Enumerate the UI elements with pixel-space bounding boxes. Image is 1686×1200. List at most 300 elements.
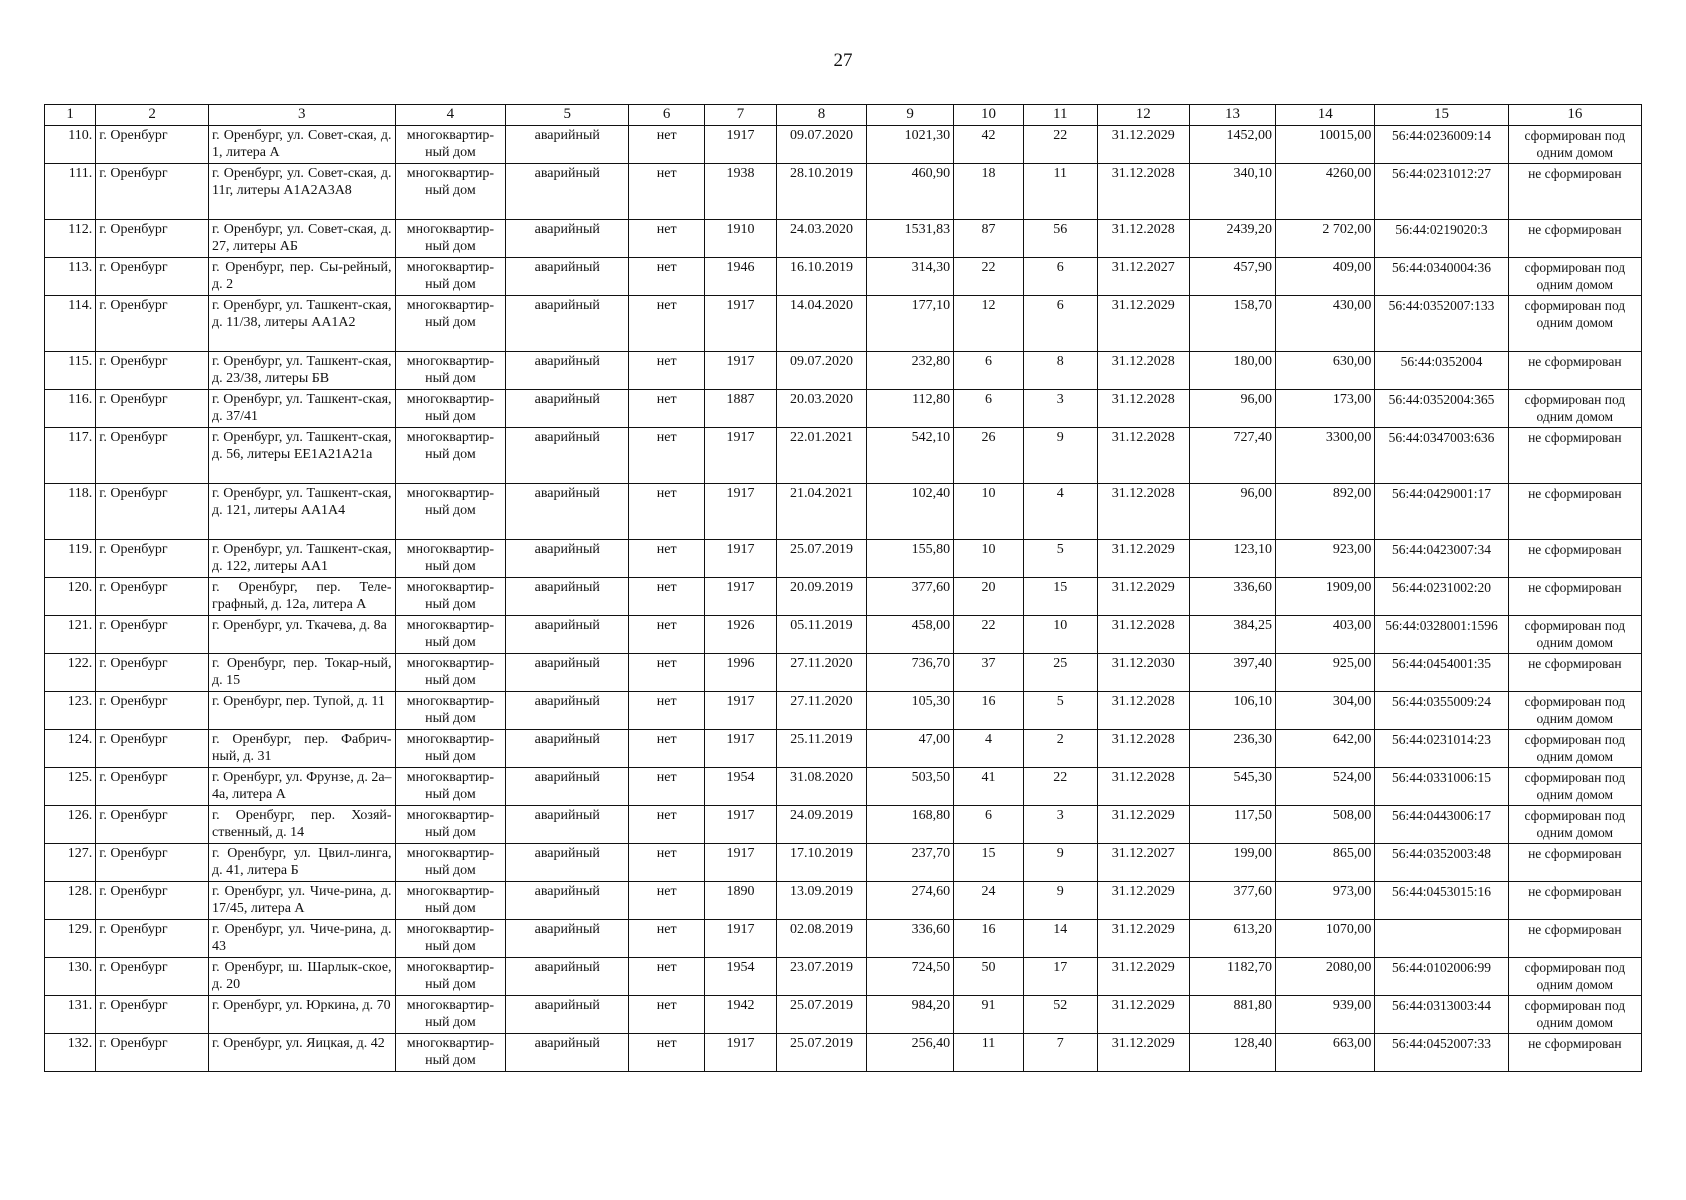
year-cell: 1917 — [705, 540, 777, 578]
plot-status-cell: сформирован под одним домом — [1508, 806, 1641, 844]
address-cell: г. Оренбург, пер. Сы-рейный, д. 2 — [209, 258, 396, 296]
land-area-cell: 180,00 — [1189, 352, 1275, 390]
residents-cell: 12 — [954, 296, 1024, 352]
plot-status-cell: не сформирован — [1508, 484, 1641, 540]
city-cell: г. Оренбург — [96, 126, 209, 164]
flag-cell: нет — [629, 882, 705, 920]
planned-date-cell: 31.12.2029 — [1097, 540, 1189, 578]
cadastral-number-cell: 56:44:0352004:365 — [1375, 390, 1508, 428]
year-cell: 1890 — [705, 882, 777, 920]
planned-date-cell: 31.12.2028 — [1097, 730, 1189, 768]
year-cell: 1917 — [705, 920, 777, 958]
recognition-date-cell: 20.09.2019 — [776, 578, 866, 616]
area-cell: 177,10 — [867, 296, 954, 352]
column-number-header: 8 — [776, 105, 866, 126]
land-area-cell: 96,00 — [1189, 484, 1275, 540]
recognition-date-cell: 24.09.2019 — [776, 806, 866, 844]
land-area-cell: 199,00 — [1189, 844, 1275, 882]
plot-status-cell: сформирован под одним домом — [1508, 390, 1641, 428]
row-number-cell: 130. — [45, 958, 96, 996]
land-area-cell: 336,60 — [1189, 578, 1275, 616]
city-cell: г. Оренбург — [96, 882, 209, 920]
plot-status-cell: сформирован под одним домом — [1508, 730, 1641, 768]
year-cell: 1917 — [705, 484, 777, 540]
condition-cell: аварийный — [506, 1034, 629, 1072]
land-area-cell: 128,40 — [1189, 1034, 1275, 1072]
condition-cell: аварийный — [506, 540, 629, 578]
premises-count-cell: 17 — [1023, 958, 1097, 996]
condition-cell: аварийный — [506, 428, 629, 484]
flag-cell: нет — [629, 220, 705, 258]
column-number-header: 3 — [209, 105, 396, 126]
cadastral-number-cell: 56:44:0231012:27 — [1375, 164, 1508, 220]
table-row — [45, 616, 1642, 654]
area-cell: 232,80 — [867, 352, 954, 390]
premises-count-cell: 10 — [1023, 616, 1097, 654]
recognition-date-cell: 28.10.2019 — [776, 164, 866, 220]
recognition-date-cell: 27.11.2020 — [776, 654, 866, 692]
premises-count-cell: 5 — [1023, 692, 1097, 730]
premises-count-cell: 9 — [1023, 428, 1097, 484]
premises-count-cell: 25 — [1023, 654, 1097, 692]
city-cell: г. Оренбург — [96, 578, 209, 616]
plot-status-cell: сформирован под одним домом — [1508, 996, 1641, 1034]
table-row — [45, 730, 1642, 768]
building-type-cell: многоквартир-ный дом — [395, 1034, 506, 1072]
table-row — [45, 296, 1642, 352]
plot-area-cell: 892,00 — [1275, 484, 1374, 540]
plot-area-cell: 925,00 — [1275, 654, 1374, 692]
recognition-date-cell: 02.08.2019 — [776, 920, 866, 958]
planned-date-cell: 31.12.2029 — [1097, 126, 1189, 164]
column-number-header: 6 — [629, 105, 705, 126]
cadastral-number-cell: 56:44:0423007:34 — [1375, 540, 1508, 578]
plot-status-cell: сформирован под одним домом — [1508, 768, 1641, 806]
recognition-date-cell: 31.08.2020 — [776, 768, 866, 806]
plot-area-cell: 173,00 — [1275, 390, 1374, 428]
land-area-cell: 236,30 — [1189, 730, 1275, 768]
address-cell: г. Оренбург, ул. Совет-ская, д. 11г, литеры А1А2А3А8 — [209, 164, 396, 220]
flag-cell: нет — [629, 616, 705, 654]
condition-cell: аварийный — [506, 352, 629, 390]
condition-cell: аварийный — [506, 958, 629, 996]
planned-date-cell: 31.12.2029 — [1097, 882, 1189, 920]
year-cell: 1917 — [705, 578, 777, 616]
planned-date-cell: 31.12.2028 — [1097, 428, 1189, 484]
recognition-date-cell: 22.01.2021 — [776, 428, 866, 484]
cadastral-number-cell: 56:44:0352004 — [1375, 352, 1508, 390]
plot-status-cell: не сформирован — [1508, 882, 1641, 920]
column-number-header: 9 — [867, 105, 954, 126]
plot-area-cell: 403,00 — [1275, 616, 1374, 654]
land-area-cell: 545,30 — [1189, 768, 1275, 806]
area-cell: 460,90 — [867, 164, 954, 220]
year-cell: 1942 — [705, 996, 777, 1034]
table-row — [45, 768, 1642, 806]
area-cell: 503,50 — [867, 768, 954, 806]
city-cell: г. Оренбург — [96, 352, 209, 390]
flag-cell: нет — [629, 958, 705, 996]
planned-date-cell: 31.12.2029 — [1097, 806, 1189, 844]
condition-cell: аварийный — [506, 996, 629, 1034]
plot-area-cell: 939,00 — [1275, 996, 1374, 1034]
premises-count-cell: 3 — [1023, 806, 1097, 844]
recognition-date-cell: 09.07.2020 — [776, 352, 866, 390]
address-cell: г. Оренбург, ул. Цвил-линга, д. 41, литера Б — [209, 844, 396, 882]
premises-count-cell: 9 — [1023, 844, 1097, 882]
flag-cell: нет — [629, 806, 705, 844]
planned-date-cell: 31.12.2027 — [1097, 258, 1189, 296]
address-cell: г. Оренбург, пер. Токар-ный, д. 15 — [209, 654, 396, 692]
plot-status-cell: сформирован под одним домом — [1508, 616, 1641, 654]
plot-area-cell: 923,00 — [1275, 540, 1374, 578]
area-cell: 237,70 — [867, 844, 954, 882]
address-cell: г. Оренбург, ул. Ташкент-ская, д. 122, литеры АА1 — [209, 540, 396, 578]
planned-date-cell: 31.12.2027 — [1097, 844, 1189, 882]
premises-count-cell: 9 — [1023, 882, 1097, 920]
row-number-cell: 127. — [45, 844, 96, 882]
cadastral-number-cell: 56:44:0443006:17 — [1375, 806, 1508, 844]
plot-area-cell: 304,00 — [1275, 692, 1374, 730]
row-number-cell: 115. — [45, 352, 96, 390]
table-row — [45, 258, 1642, 296]
condition-cell: аварийный — [506, 844, 629, 882]
row-number-cell: 128. — [45, 882, 96, 920]
condition-cell: аварийный — [506, 920, 629, 958]
premises-count-cell: 14 — [1023, 920, 1097, 958]
city-cell: г. Оренбург — [96, 692, 209, 730]
planned-date-cell: 31.12.2028 — [1097, 390, 1189, 428]
condition-cell: аварийный — [506, 768, 629, 806]
residents-cell: 15 — [954, 844, 1024, 882]
premises-count-cell: 52 — [1023, 996, 1097, 1034]
row-number-cell: 124. — [45, 730, 96, 768]
table-body — [45, 126, 1642, 1072]
year-cell: 1917 — [705, 428, 777, 484]
page-number: 27 — [833, 50, 853, 71]
residents-cell: 22 — [954, 616, 1024, 654]
flag-cell: нет — [629, 1034, 705, 1072]
year-cell: 1926 — [705, 616, 777, 654]
column-number-header: 5 — [506, 105, 629, 126]
area-cell: 458,00 — [867, 616, 954, 654]
condition-cell: аварийный — [506, 730, 629, 768]
building-type-cell: многоквартир-ный дом — [395, 390, 506, 428]
building-type-cell: многоквартир-ный дом — [395, 768, 506, 806]
address-cell: г. Оренбург, ул. Совет-ская, д. 27, литеры АБ — [209, 220, 396, 258]
premises-count-cell: 22 — [1023, 768, 1097, 806]
address-cell: г. Оренбург, ул. Совет-ская, д. 1, литера А — [209, 126, 396, 164]
table-row — [45, 352, 1642, 390]
flag-cell: нет — [629, 692, 705, 730]
building-type-cell: многоквартир-ный дом — [395, 296, 506, 352]
row-number-cell: 113. — [45, 258, 96, 296]
residents-cell: 18 — [954, 164, 1024, 220]
table-row — [45, 540, 1642, 578]
address-cell: г. Оренбург, пер. Тупой, д. 11 — [209, 692, 396, 730]
cadastral-number-cell: 56:44:0352003:48 — [1375, 844, 1508, 882]
area-cell: 724,50 — [867, 958, 954, 996]
flag-cell: нет — [629, 428, 705, 484]
row-number-cell: 114. — [45, 296, 96, 352]
condition-cell: аварийный — [506, 578, 629, 616]
row-number-cell: 125. — [45, 768, 96, 806]
cadastral-number-cell: 56:44:0313003:44 — [1375, 996, 1508, 1034]
table-row — [45, 578, 1642, 616]
building-type-cell: многоквартир-ный дом — [395, 730, 506, 768]
row-number-cell: 123. — [45, 692, 96, 730]
recognition-date-cell: 17.10.2019 — [776, 844, 866, 882]
city-cell: г. Оренбург — [96, 390, 209, 428]
plot-status-cell: не сформирован — [1508, 220, 1641, 258]
plot-area-cell: 663,00 — [1275, 1034, 1374, 1072]
condition-cell: аварийный — [506, 126, 629, 164]
residents-cell: 6 — [954, 806, 1024, 844]
column-number-header: 11 — [1023, 105, 1097, 126]
planned-date-cell: 31.12.2028 — [1097, 692, 1189, 730]
planned-date-cell: 31.12.2029 — [1097, 296, 1189, 352]
building-type-cell: многоквартир-ный дом — [395, 428, 506, 484]
city-cell: г. Оренбург — [96, 920, 209, 958]
building-type-cell: многоквартир-ный дом — [395, 920, 506, 958]
year-cell: 1917 — [705, 844, 777, 882]
plot-status-cell: не сформирован — [1508, 1034, 1641, 1072]
land-area-cell: 106,10 — [1189, 692, 1275, 730]
premises-count-cell: 7 — [1023, 1034, 1097, 1072]
condition-cell: аварийный — [506, 654, 629, 692]
row-number-cell: 129. — [45, 920, 96, 958]
residents-cell: 6 — [954, 352, 1024, 390]
year-cell: 1917 — [705, 352, 777, 390]
table-row — [45, 1034, 1642, 1072]
premises-count-cell: 6 — [1023, 258, 1097, 296]
flag-cell: нет — [629, 296, 705, 352]
cadastral-number-cell: 56:44:0355009:24 — [1375, 692, 1508, 730]
recognition-date-cell: 16.10.2019 — [776, 258, 866, 296]
city-cell: г. Оренбург — [96, 164, 209, 220]
condition-cell: аварийный — [506, 616, 629, 654]
planned-date-cell: 31.12.2029 — [1097, 1034, 1189, 1072]
recognition-date-cell: 21.04.2021 — [776, 484, 866, 540]
housing-registry-table — [44, 104, 1642, 1072]
planned-date-cell: 31.12.2028 — [1097, 352, 1189, 390]
recognition-date-cell: 05.11.2019 — [776, 616, 866, 654]
table-row — [45, 220, 1642, 258]
plot-area-cell: 1070,00 — [1275, 920, 1374, 958]
table-row — [45, 390, 1642, 428]
land-area-cell: 117,50 — [1189, 806, 1275, 844]
row-number-cell: 116. — [45, 390, 96, 428]
premises-count-cell: 8 — [1023, 352, 1097, 390]
recognition-date-cell: 13.09.2019 — [776, 882, 866, 920]
area-cell: 542,10 — [867, 428, 954, 484]
year-cell: 1917 — [705, 1034, 777, 1072]
plot-status-cell: сформирован под одним домом — [1508, 958, 1641, 996]
planned-date-cell: 31.12.2028 — [1097, 220, 1189, 258]
plot-area-cell: 2080,00 — [1275, 958, 1374, 996]
condition-cell: аварийный — [506, 164, 629, 220]
column-number-header: 12 — [1097, 105, 1189, 126]
city-cell: г. Оренбург — [96, 996, 209, 1034]
land-area-cell: 96,00 — [1189, 390, 1275, 428]
plot-area-cell: 2 702,00 — [1275, 220, 1374, 258]
premises-count-cell: 2 — [1023, 730, 1097, 768]
row-number-cell: 122. — [45, 654, 96, 692]
city-cell: г. Оренбург — [96, 258, 209, 296]
recognition-date-cell: 25.07.2019 — [776, 1034, 866, 1072]
condition-cell: аварийный — [506, 390, 629, 428]
table-row — [45, 484, 1642, 540]
area-cell: 256,40 — [867, 1034, 954, 1072]
row-number-cell: 110. — [45, 126, 96, 164]
premises-count-cell: 4 — [1023, 484, 1097, 540]
area-cell: 336,60 — [867, 920, 954, 958]
building-type-cell: многоквартир-ный дом — [395, 220, 506, 258]
condition-cell: аварийный — [506, 692, 629, 730]
address-cell: г. Оренбург, ул. Ташкент-ская, д. 121, литеры АА1А4 — [209, 484, 396, 540]
city-cell: г. Оренбург — [96, 1034, 209, 1072]
residents-cell: 10 — [954, 540, 1024, 578]
column-number-header: 2 — [96, 105, 209, 126]
row-number-cell: 132. — [45, 1034, 96, 1072]
residents-cell: 4 — [954, 730, 1024, 768]
cadastral-number-cell: 56:44:0352007:133 — [1375, 296, 1508, 352]
building-type-cell: многоквартир-ный дом — [395, 844, 506, 882]
plot-status-cell: сформирован под одним домом — [1508, 692, 1641, 730]
cadastral-number-cell: 56:44:0219020:3 — [1375, 220, 1508, 258]
year-cell: 1917 — [705, 692, 777, 730]
city-cell: г. Оренбург — [96, 296, 209, 352]
building-type-cell: многоквартир-ный дом — [395, 352, 506, 390]
area-cell: 314,30 — [867, 258, 954, 296]
condition-cell: аварийный — [506, 806, 629, 844]
land-area-cell: 340,10 — [1189, 164, 1275, 220]
cadastral-number-cell: 56:44:0340004:36 — [1375, 258, 1508, 296]
address-cell: г. Оренбург, ул. Чиче-рина, д. 43 — [209, 920, 396, 958]
recognition-date-cell: 25.07.2019 — [776, 996, 866, 1034]
building-type-cell: многоквартир-ный дом — [395, 692, 506, 730]
cadastral-number-cell: 56:44:0236009:14 — [1375, 126, 1508, 164]
land-area-cell: 613,20 — [1189, 920, 1275, 958]
table-row — [45, 692, 1642, 730]
building-type-cell: многоквартир-ный дом — [395, 996, 506, 1034]
building-type-cell: многоквартир-ный дом — [395, 484, 506, 540]
cadastral-number-cell: 56:44:0452007:33 — [1375, 1034, 1508, 1072]
planned-date-cell: 31.12.2029 — [1097, 578, 1189, 616]
plot-area-cell: 524,00 — [1275, 768, 1374, 806]
land-area-cell: 457,90 — [1189, 258, 1275, 296]
year-cell: 1938 — [705, 164, 777, 220]
row-number-cell: 112. — [45, 220, 96, 258]
condition-cell: аварийный — [506, 220, 629, 258]
premises-count-cell: 3 — [1023, 390, 1097, 428]
table-row — [45, 882, 1642, 920]
flag-cell: нет — [629, 920, 705, 958]
land-area-cell: 158,70 — [1189, 296, 1275, 352]
plot-status-cell: сформирован под одним домом — [1508, 258, 1641, 296]
area-cell: 377,60 — [867, 578, 954, 616]
area-cell: 1531,83 — [867, 220, 954, 258]
area-cell: 47,00 — [867, 730, 954, 768]
residents-cell: 22 — [954, 258, 1024, 296]
land-area-cell: 727,40 — [1189, 428, 1275, 484]
plot-status-cell: не сформирован — [1508, 540, 1641, 578]
condition-cell: аварийный — [506, 296, 629, 352]
row-number-cell: 111. — [45, 164, 96, 220]
building-type-cell: многоквартир-ный дом — [395, 654, 506, 692]
planned-date-cell: 31.12.2028 — [1097, 484, 1189, 540]
residents-cell: 6 — [954, 390, 1024, 428]
plot-status-cell: сформирован под одним домом — [1508, 126, 1641, 164]
cadastral-number-cell: 56:44:0231014:23 — [1375, 730, 1508, 768]
recognition-date-cell: 25.07.2019 — [776, 540, 866, 578]
plot-status-cell: не сформирован — [1508, 920, 1641, 958]
plot-status-cell: не сформирован — [1508, 428, 1641, 484]
address-cell: г. Оренбург, ш. Шарлык-ское, д. 20 — [209, 958, 396, 996]
residents-cell: 41 — [954, 768, 1024, 806]
building-type-cell: многоквартир-ный дом — [395, 806, 506, 844]
year-cell: 1954 — [705, 958, 777, 996]
land-area-cell: 1182,70 — [1189, 958, 1275, 996]
residents-cell: 50 — [954, 958, 1024, 996]
flag-cell: нет — [629, 844, 705, 882]
plot-status-cell: не сформирован — [1508, 164, 1641, 220]
plot-area-cell: 4260,00 — [1275, 164, 1374, 220]
plot-area-cell: 10015,00 — [1275, 126, 1374, 164]
year-cell: 1917 — [705, 730, 777, 768]
row-number-cell: 126. — [45, 806, 96, 844]
plot-status-cell: сформирован под одним домом — [1508, 296, 1641, 352]
flag-cell: нет — [629, 730, 705, 768]
table-row — [45, 164, 1642, 220]
building-type-cell: многоквартир-ный дом — [395, 578, 506, 616]
address-cell: г. Оренбург, ул. Фрунзе, д. 2а–4а, литера А — [209, 768, 396, 806]
row-number-cell: 121. — [45, 616, 96, 654]
residents-cell: 11 — [954, 1034, 1024, 1072]
column-number-row — [45, 105, 1642, 126]
cadastral-number-cell: 56:44:0231002:20 — [1375, 578, 1508, 616]
premises-count-cell: 6 — [1023, 296, 1097, 352]
area-cell: 155,80 — [867, 540, 954, 578]
flag-cell: нет — [629, 390, 705, 428]
residents-cell: 24 — [954, 882, 1024, 920]
year-cell: 1946 — [705, 258, 777, 296]
premises-count-cell: 5 — [1023, 540, 1097, 578]
table-row — [45, 996, 1642, 1034]
table-row — [45, 654, 1642, 692]
plot-area-cell: 409,00 — [1275, 258, 1374, 296]
condition-cell: аварийный — [506, 484, 629, 540]
address-cell: г. Оренбург, ул. Чиче-рина, д. 17/45, литера А — [209, 882, 396, 920]
residents-cell: 16 — [954, 692, 1024, 730]
column-number-header: 1 — [45, 105, 96, 126]
land-area-cell: 397,40 — [1189, 654, 1275, 692]
recognition-date-cell: 24.03.2020 — [776, 220, 866, 258]
row-number-cell: 119. — [45, 540, 96, 578]
plot-area-cell: 973,00 — [1275, 882, 1374, 920]
flag-cell: нет — [629, 578, 705, 616]
plot-area-cell: 642,00 — [1275, 730, 1374, 768]
area-cell: 984,20 — [867, 996, 954, 1034]
condition-cell: аварийный — [506, 882, 629, 920]
residents-cell: 87 — [954, 220, 1024, 258]
plot-area-cell: 430,00 — [1275, 296, 1374, 352]
planned-date-cell: 31.12.2028 — [1097, 768, 1189, 806]
flag-cell: нет — [629, 654, 705, 692]
residents-cell: 26 — [954, 428, 1024, 484]
table-row — [45, 844, 1642, 882]
flag-cell: нет — [629, 484, 705, 540]
